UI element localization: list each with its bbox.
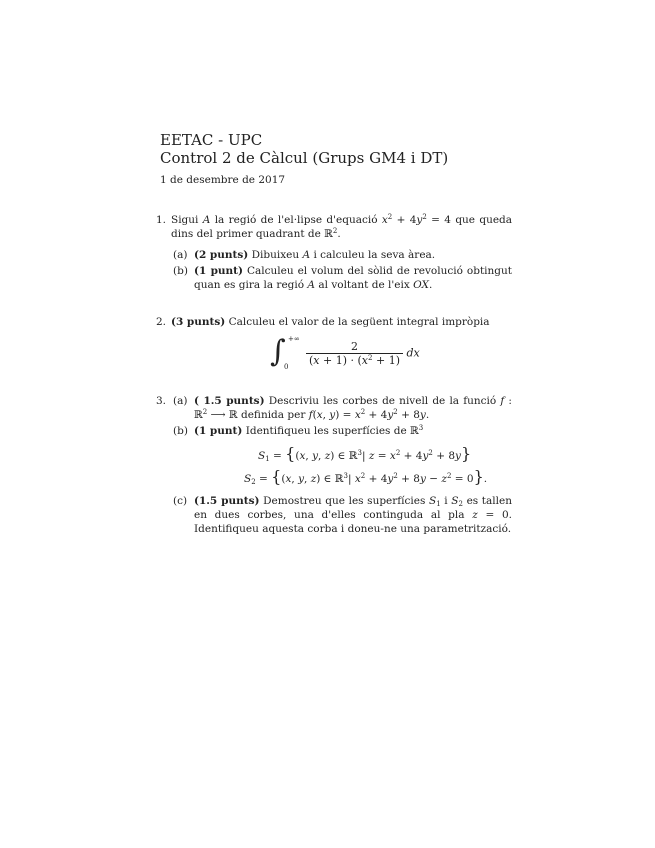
surface-s1-equation: $S_1 = \{(x$, y, z) ∈ ℝ$^3$| $z = x^2 + 4y^2 + 8y$} [258,444,472,463]
problem-3c-label: (c) [173,495,188,507]
problem-3c-text: (1.5 punts) Demostreu que les superfícies $S_1$ i $S_2$ es tallen en dues corbes, una d'elles continguda al pla z = 0. Identifiqueu aquesta corba i doneu-ne una parametrització. [194,495,512,535]
surface-s2-equation: $S_2 = \{(x$, y, z) ∈ ℝ$^3$| $x^2 + 4y^2 + 8y - z^2 = 0$}. [244,467,488,486]
problem-3b-text: (1 punt) Identifiqueu les superfícies de ℝ$^3$ [194,424,424,437]
problem-1-number: 1. [156,214,167,226]
problem-3a-label: (a) [173,395,188,407]
problem-1b-label: (b) [173,265,188,277]
problem-3b-label: (b) [173,425,188,437]
problem-1a-text: (2 punts) Dibuixeu A i calculeu la seva àrea. [194,249,436,261]
problem-2-number: 2. [156,316,167,328]
problem-1b-text: (1 punt) Calculeu el volum del sòlid de revolució obtingut quan es gira la regió A al voltant de l'eix OX. [194,265,512,291]
exam-title: Control 2 de Càlcul (Grups GM4 i DT) [160,149,449,167]
problem-3-number: 3. [156,395,167,407]
exam-date: 1 de desembre de 2017 [160,174,286,186]
institution: EETAC - UPC [160,131,263,149]
problem-2-statement: (3 punts) Calculeu el valor de la següent integral impròpia [171,316,490,328]
problem-1-statement: Sigui A la regió de l'el·lipse d'equació $x^2 + 4y^2 = 4$ que queda dins del primer quadrant de ℝ$^2$. [171,213,513,240]
problem-1a-label: (a) [173,249,188,261]
problem-3a-text: ( 1.5 punts) Descriviu les corbes de nivell de la funció f : ℝ$^2$ ⟶ ℝ definida per f(x, $y) = x^2 + 4y^2 + 8y$. [194,395,512,421]
